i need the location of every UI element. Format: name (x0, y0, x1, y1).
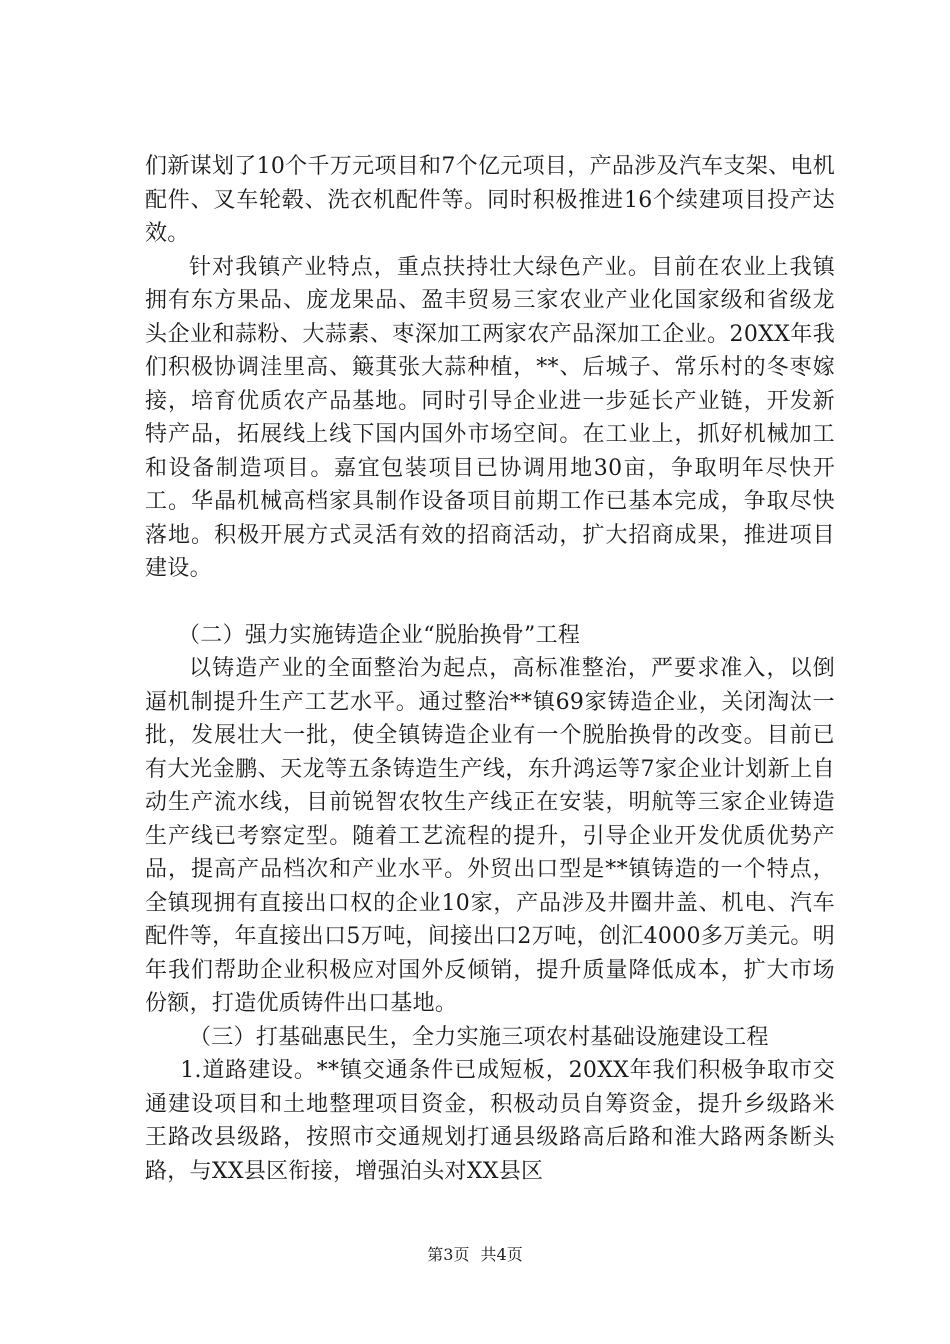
section-heading-infrastructure: （三）打基础惠民生，全力实施三项农村基础设施建设工程 (189, 1024, 769, 1050)
paragraph-green-industry: 针对我镇产业特点，重点扶持壮大绿色产业。目前在农业上我镇拥有东方果品、庞龙果品、盈丰贸易三家农业产业化国家级和省级龙头企业和蒜粉、大蒜素、枣深加工两家农产品深加工企业。20XX年我们积极协调洼里高、簸萁张大蒜种植，**、后城子、常乐村的冬枣嫁接，培育优质农产品基地。同时引导企业进一步延长产业链，开发新特产品，拓展线上线下国内国外市场空间。在工业上，抓好机械加工和设备制造项目。嘉宜包装项目已协调用地30亩，争取明年尽快开工。华晶机械高档家具制作设备项目前期工作已基本完成，争取尽快落地。积极开展方式灵活有效的招商活动，扩大招商成果，推进项目建设。 (145, 254, 835, 581)
page-total: 共4页 (480, 1245, 523, 1264)
paragraph-continued: 们新谋划了10个千万元项目和7个亿元项目，产品涉及汽车支架、电机配件、叉车轮毂、洗衣机配件等。同时积极推进16个续建项目投产达效。 (145, 154, 835, 246)
paragraph-casting: 以铸造产业的全面整治为起点，高标准整治，严要求准入，以倒逼机制提升生产工艺水平。通过整治**镇69家铸造企业，关闭淘汰一批，发展壮大一批，使全镇铸造企业有一个脱胎换骨的改变。目前已有大光金鹏、天龙等五条铸造生产线，东升鸿运等7家企业计划新上自动生产流水线，目前锐智农牧生产线正在安装，明航等三家企业铸造生产线已考察定型。随着工艺流程的提升，引导企业开发优质优势产品，提高产品档次和产业水平。外贸出口型是**镇铸造的一个特点，全镇现拥有直接出口权的企业10家，产品涉及井圈井盖、机电、汽车配件等，年直接出口5万吨，间接出口2万吨，创汇4000多万美元。明年我们帮助企业积极应对国外反倾销，提升质量降低成本，扩大市场份额，打造优质铸件出口基地。 (145, 656, 835, 1016)
page-footer (0, 1242, 950, 1265)
document-body (145, 150, 835, 1188)
section-heading-casting: （二）强力实施铸造企业“脱胎换骨”工程 (178, 622, 581, 648)
page-number: 第3页 (427, 1245, 470, 1264)
paragraph-road-construction: 1.道路建设。**镇交通条件已成短板，20XX年我们积极争取市交通建设项目和土地整理项目资金，积极动员自筹资金，提升乡级路米王路改县级路，按照市交通规划打通县级路高后路和淮大路两条断头路，与XX县区衔接，增强泊头对XX县区 (145, 1058, 835, 1184)
